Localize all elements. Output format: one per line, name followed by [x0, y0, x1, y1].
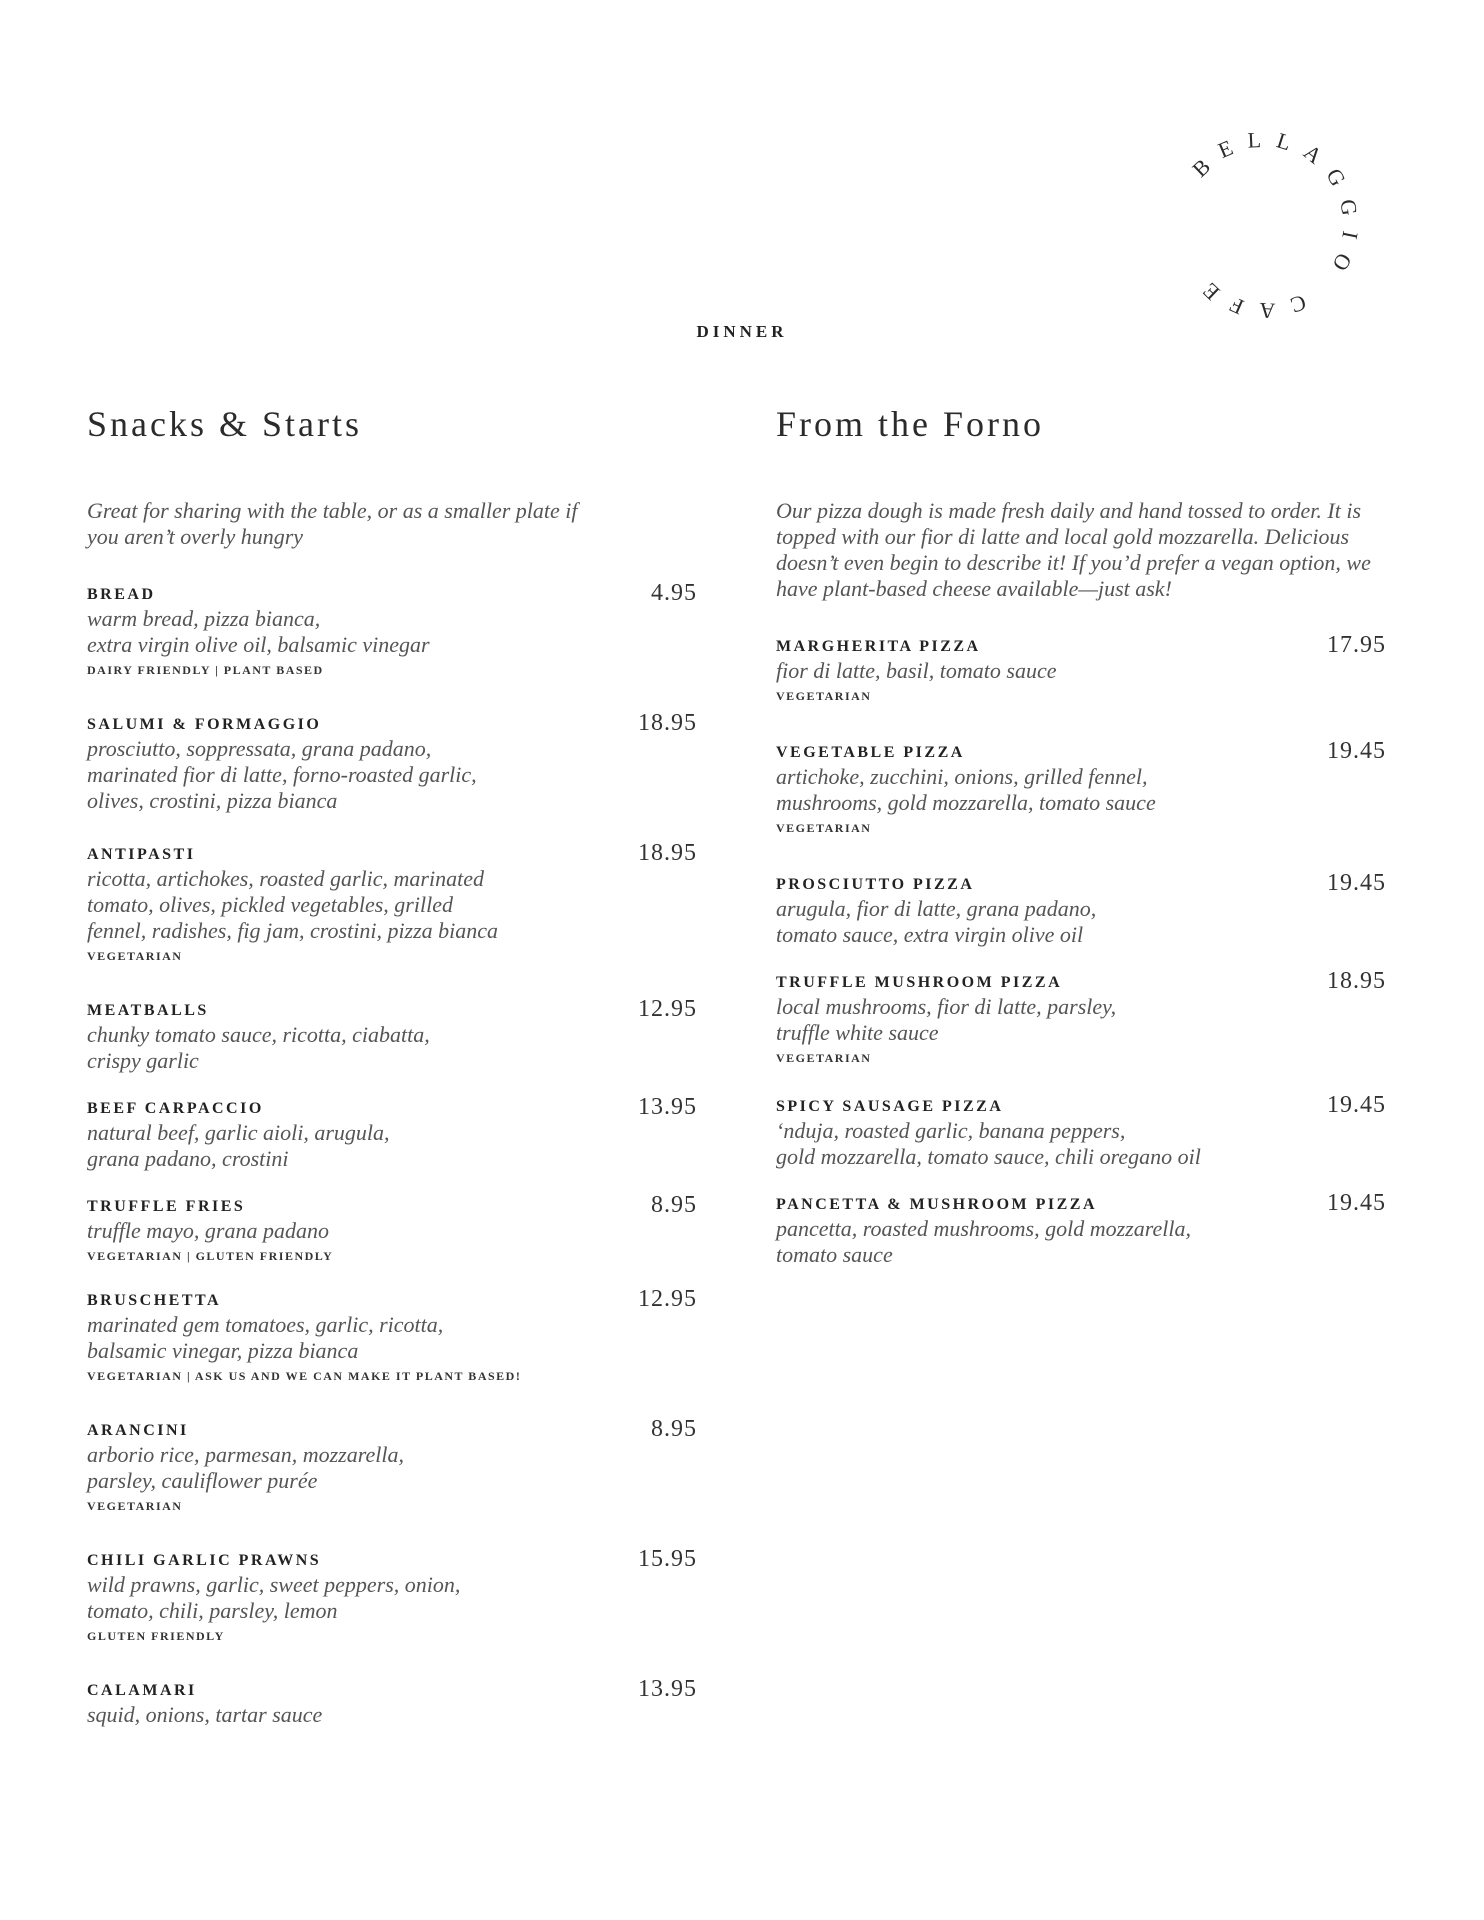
menu-item-price: 13.95 [638, 1094, 697, 1120]
menu-item-price: 18.95 [1327, 968, 1386, 994]
menu-item-description: squid, onions, tartar sauce [87, 1702, 323, 1727]
menu-item-name: BEEF CARPACCIO [87, 1100, 264, 1117]
menu-item-price: 8.95 [651, 1192, 697, 1218]
section-from-the-forno [776, 400, 1386, 1268]
section-intro: Our pizza dough is made fresh daily and hand tossed to order. It is topped with our fior di latte and local gold mozzarella. Delicious doesn’t even begin to describe it! If you’d prefer a vegan option, we have plant-based cheese available—just ask! [776, 498, 1371, 601]
menu-item-price: 12.95 [638, 1286, 697, 1312]
menu-item-description: artichoke, zucchini, onions, grilled fennel, mushrooms, gold mozzarella, tomato sauce [776, 764, 1156, 815]
menu-item-description: marinated gem tomatoes, garlic, ricotta, balsamic vinegar, pizza bianca [87, 1312, 444, 1363]
menu-item-dietary-tag: VEGETARIAN | ASK US AND WE CAN MAKE IT PLANT BASED! [87, 1369, 522, 1383]
menu-item-description: arborio rice, parmesan, mozzarella, parsley, cauliflower purée [87, 1442, 404, 1493]
menu-item-dietary-tag: VEGETARIAN [776, 821, 872, 835]
menu-item-price: 13.95 [638, 1676, 697, 1702]
brand-logo-top: BELLAGGIO [1187, 126, 1365, 288]
menu-item [87, 580, 697, 678]
menu-item [87, 1416, 697, 1514]
menu-item [87, 1286, 697, 1384]
menu-item-description: fior di latte, basil, tomato sauce [776, 658, 1057, 683]
menu-item [87, 1192, 697, 1264]
menu-item-name: BREAD [87, 586, 156, 603]
menu-item-name: CALAMARI [87, 1682, 197, 1699]
menu-item-price: 18.95 [638, 840, 697, 866]
menu-item-dietary-tag: GLUTEN FRIENDLY [87, 1629, 225, 1643]
menu-item-dietary-tag: VEGETARIAN [776, 1051, 872, 1065]
menu-item-dietary-tag: DAIRY FRIENDLY | PLANT BASED [87, 663, 324, 677]
menu-item [776, 968, 1386, 1066]
brand-logo-bottom: CAFE [1187, 268, 1310, 324]
menu-item-price: 18.95 [638, 710, 697, 736]
menu-item [87, 840, 697, 964]
menu-item [776, 1190, 1386, 1268]
section-heading: Snacks & Starts [87, 404, 362, 444]
menu-item-dietary-tag: VEGETARIAN [87, 1499, 183, 1513]
menu-item-name: TRUFFLE MUSHROOM PIZZA [776, 974, 1063, 991]
menu-item-price: 19.45 [1327, 738, 1386, 764]
menu-item [776, 1092, 1386, 1170]
menu-item-name: TRUFFLE FRIES [87, 1198, 246, 1215]
menu-item-description: ricotta, artichokes, roasted garlic, marinated tomato, olives, pickled vegetables, grilled fennel, radishes, fig jam, crostini, pizza bianca [87, 866, 499, 943]
section-heading: From the Forno [776, 404, 1045, 444]
menu-item [87, 1094, 697, 1172]
menu-item-name: SALUMI & FORMAGGIO [87, 716, 322, 733]
menu-item [87, 1676, 697, 1728]
menu-item-description: prosciutto, soppressata, grana padano, marinated fior di latte, forno-roasted garlic, olives, crostini, pizza bianca [87, 736, 477, 813]
menu-item-description: ‘nduja, roasted garlic, banana peppers, gold mozzarella, tomato sauce, chili oregano oil [776, 1118, 1201, 1169]
menu-item-description: local mushrooms, fior di latte, parsley, truffle white sauce [776, 994, 1117, 1045]
menu-title: DINNER [696, 322, 788, 341]
menu-item-description: chunky tomato sauce, ricotta, ciabatta, crispy garlic [87, 1022, 430, 1073]
menu-item-price: 19.45 [1327, 1190, 1386, 1216]
menu-item [87, 710, 697, 814]
menu-item-description: truffle mayo, grana padano [87, 1218, 329, 1243]
menu-item-dietary-tag: VEGETARIAN | GLUTEN FRIENDLY [87, 1249, 334, 1263]
menu-item-description: warm bread, pizza bianca, extra virgin olive oil, balsamic vinegar [87, 606, 430, 657]
menu-item-description: natural beef, garlic aioli, arugula, grana padano, crostini [87, 1120, 390, 1171]
menu-item-name: PROSCIUTTO PIZZA [776, 876, 975, 893]
brand-logo [1155, 115, 1375, 335]
menu-item-price: 12.95 [638, 996, 697, 1022]
section-snacks-starts [87, 400, 697, 1728]
menu-item-name: ANTIPASTI [87, 846, 196, 863]
menu-item-price: 8.95 [651, 1416, 697, 1442]
menu-item-name: SPICY SAUSAGE PIZZA [776, 1098, 1004, 1115]
menu-item-name: CHILI GARLIC PRAWNS [87, 1552, 322, 1569]
menu-item [776, 870, 1386, 948]
menu-item-price: 4.95 [651, 580, 697, 606]
menu-item-dietary-tag: VEGETARIAN [776, 689, 872, 703]
menu-item-price: 19.45 [1327, 1092, 1386, 1118]
menu-item-description: wild prawns, garlic, sweet peppers, onion, tomato, chili, parsley, lemon [87, 1572, 461, 1623]
menu-item [776, 632, 1386, 704]
section-intro: Great for sharing with the table, or as a smaller plate if you aren’t overly hungry [87, 498, 578, 549]
menu-item-description: arugula, fior di latte, grana padano, tomato sauce, extra virgin olive oil [776, 896, 1097, 947]
menu-item [776, 738, 1386, 836]
menu-item-name: VEGETABLE PIZZA [776, 744, 965, 761]
menu-item [87, 1546, 697, 1644]
menu-item-name: MARGHERITA PIZZA [776, 638, 981, 655]
item-list [776, 632, 1386, 1268]
menu-item [87, 996, 697, 1074]
menu-item-price: 17.95 [1327, 632, 1386, 658]
menu-item-name: BRUSCHETTA [87, 1292, 222, 1309]
menu-item-name: ARANCINI [87, 1422, 189, 1439]
menu-item-description: pancetta, roasted mushrooms, gold mozzarella, tomato sauce [776, 1216, 1191, 1267]
menu-item-name: PANCETTA & MUSHROOM PIZZA [776, 1196, 1098, 1213]
menu-item-price: 19.45 [1327, 870, 1386, 896]
menu-item-price: 15.95 [638, 1546, 697, 1572]
item-list [87, 580, 697, 1728]
menu-item-name: MEATBALLS [87, 1002, 209, 1019]
menu-item-dietary-tag: VEGETARIAN [87, 949, 183, 963]
